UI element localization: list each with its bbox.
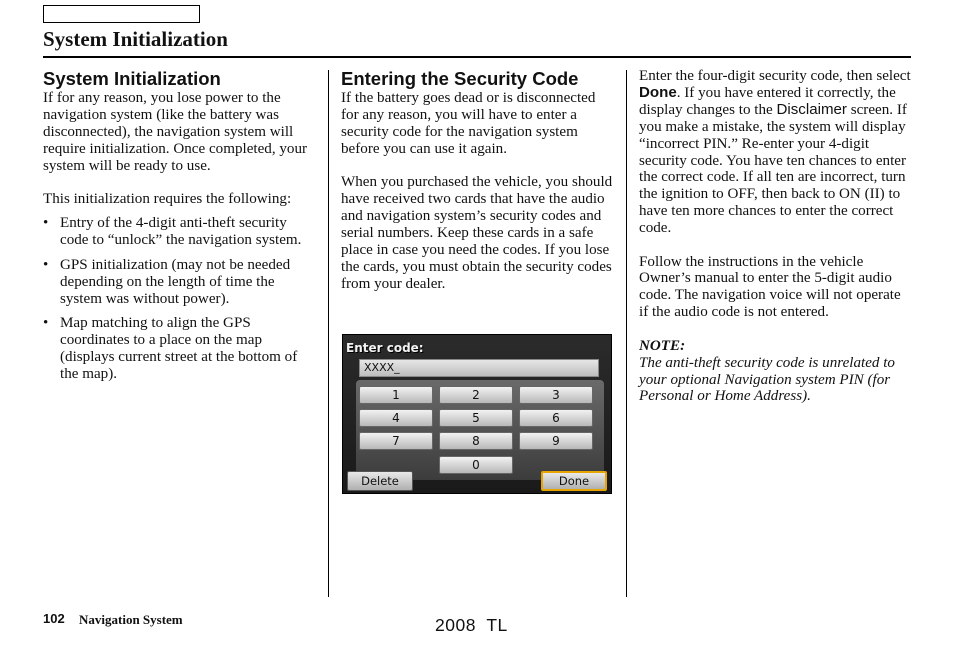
delete-button: Delete (347, 471, 413, 491)
key-0: 0 (439, 456, 513, 474)
screen-label: Enter code: (346, 341, 424, 355)
key-5: 5 (439, 409, 513, 427)
key-6: 6 (519, 409, 593, 427)
enter-code-screen-image (342, 334, 612, 494)
text-run: . If you have entered it correctly, the display changes to the (639, 84, 896, 118)
list-item: • Map matching to align the GPS coordinates to a place on the map (displays current street at the bottom of the map). (43, 315, 316, 383)
header-tab-box (43, 5, 200, 23)
column-3 (639, 68, 911, 405)
done-term: Done (639, 83, 677, 101)
note-text: The anti-theft security code is unrelated to your optional Navigation system PIN (for Personal or Home Address). (639, 354, 895, 405)
column-divider-2 (626, 70, 627, 597)
page-title: System Initialization (43, 27, 228, 51)
done-button: Done (541, 471, 607, 491)
list-item: • GPS initialization (may not be needed depending on the length of time the system was without power). (43, 257, 316, 308)
bullet-list (43, 215, 316, 382)
key-9: 9 (519, 432, 593, 450)
code-entry-field: XXXX_ (359, 359, 599, 377)
key-1: 1 (359, 386, 433, 404)
paragraph: This initialization requires the following: (43, 191, 292, 208)
text-run: Enter the four-digit security code, then select (639, 68, 911, 84)
paragraph: If for any reason, you lose power to the navigation system (like the battery was disconnected), the navigation system will require initialization. Once completed, your system will be ready to use. (43, 90, 308, 174)
text-run: screen. If you make a mistake, the system will display “incorrect PIN.” Re-enter your 4-digit security code. You have ten chances to enter the correct code. If all ten are incorrect, turn the ignition to OFF, then back to ON (II) to have ten more chances to enter the correct code. (639, 101, 907, 237)
footer-model-label: 2008 TL (435, 615, 508, 635)
column-divider-1 (328, 70, 329, 597)
paragraph: Follow the instructions in the vehicle Owner’s manual to enter the 5-digit audio code. The navigation voice will not operate if the audio code is not entered. (639, 253, 901, 321)
keypad (356, 380, 604, 480)
key-4: 4 (359, 409, 433, 427)
key-8: 8 (439, 432, 513, 450)
title-divider (43, 56, 911, 58)
page-number: 102 (43, 611, 65, 626)
list-item: • Entry of the 4-digit anti-theft security code to “unlock” the navigation system. (43, 215, 316, 249)
key-7: 7 (359, 432, 433, 450)
column-2 (341, 68, 613, 292)
paragraph: When you purchased the vehicle, you should have received two cards that have the audio and navigation system’s security codes and serial numbers. Keep these cards in a safe place in case you need the codes. If you lose the cards, you must obtain the security codes from your dealer. (341, 174, 613, 292)
paragraph: If the battery goes dead or is disconnected for any reason, you will have to enter a security code for the navigation system before you can use it again. (341, 90, 596, 157)
key-2: 2 (439, 386, 513, 404)
key-3: 3 (519, 386, 593, 404)
column-1 (43, 68, 316, 383)
paragraph (639, 68, 911, 237)
note-label: NOTE: (639, 337, 686, 354)
section-heading-security-code: Entering the Security Code (341, 68, 579, 89)
disclaimer-term: Disclaimer (776, 100, 847, 118)
section-heading-initialization: System Initialization (43, 68, 221, 89)
footer-section-label: Navigation System (79, 612, 183, 627)
